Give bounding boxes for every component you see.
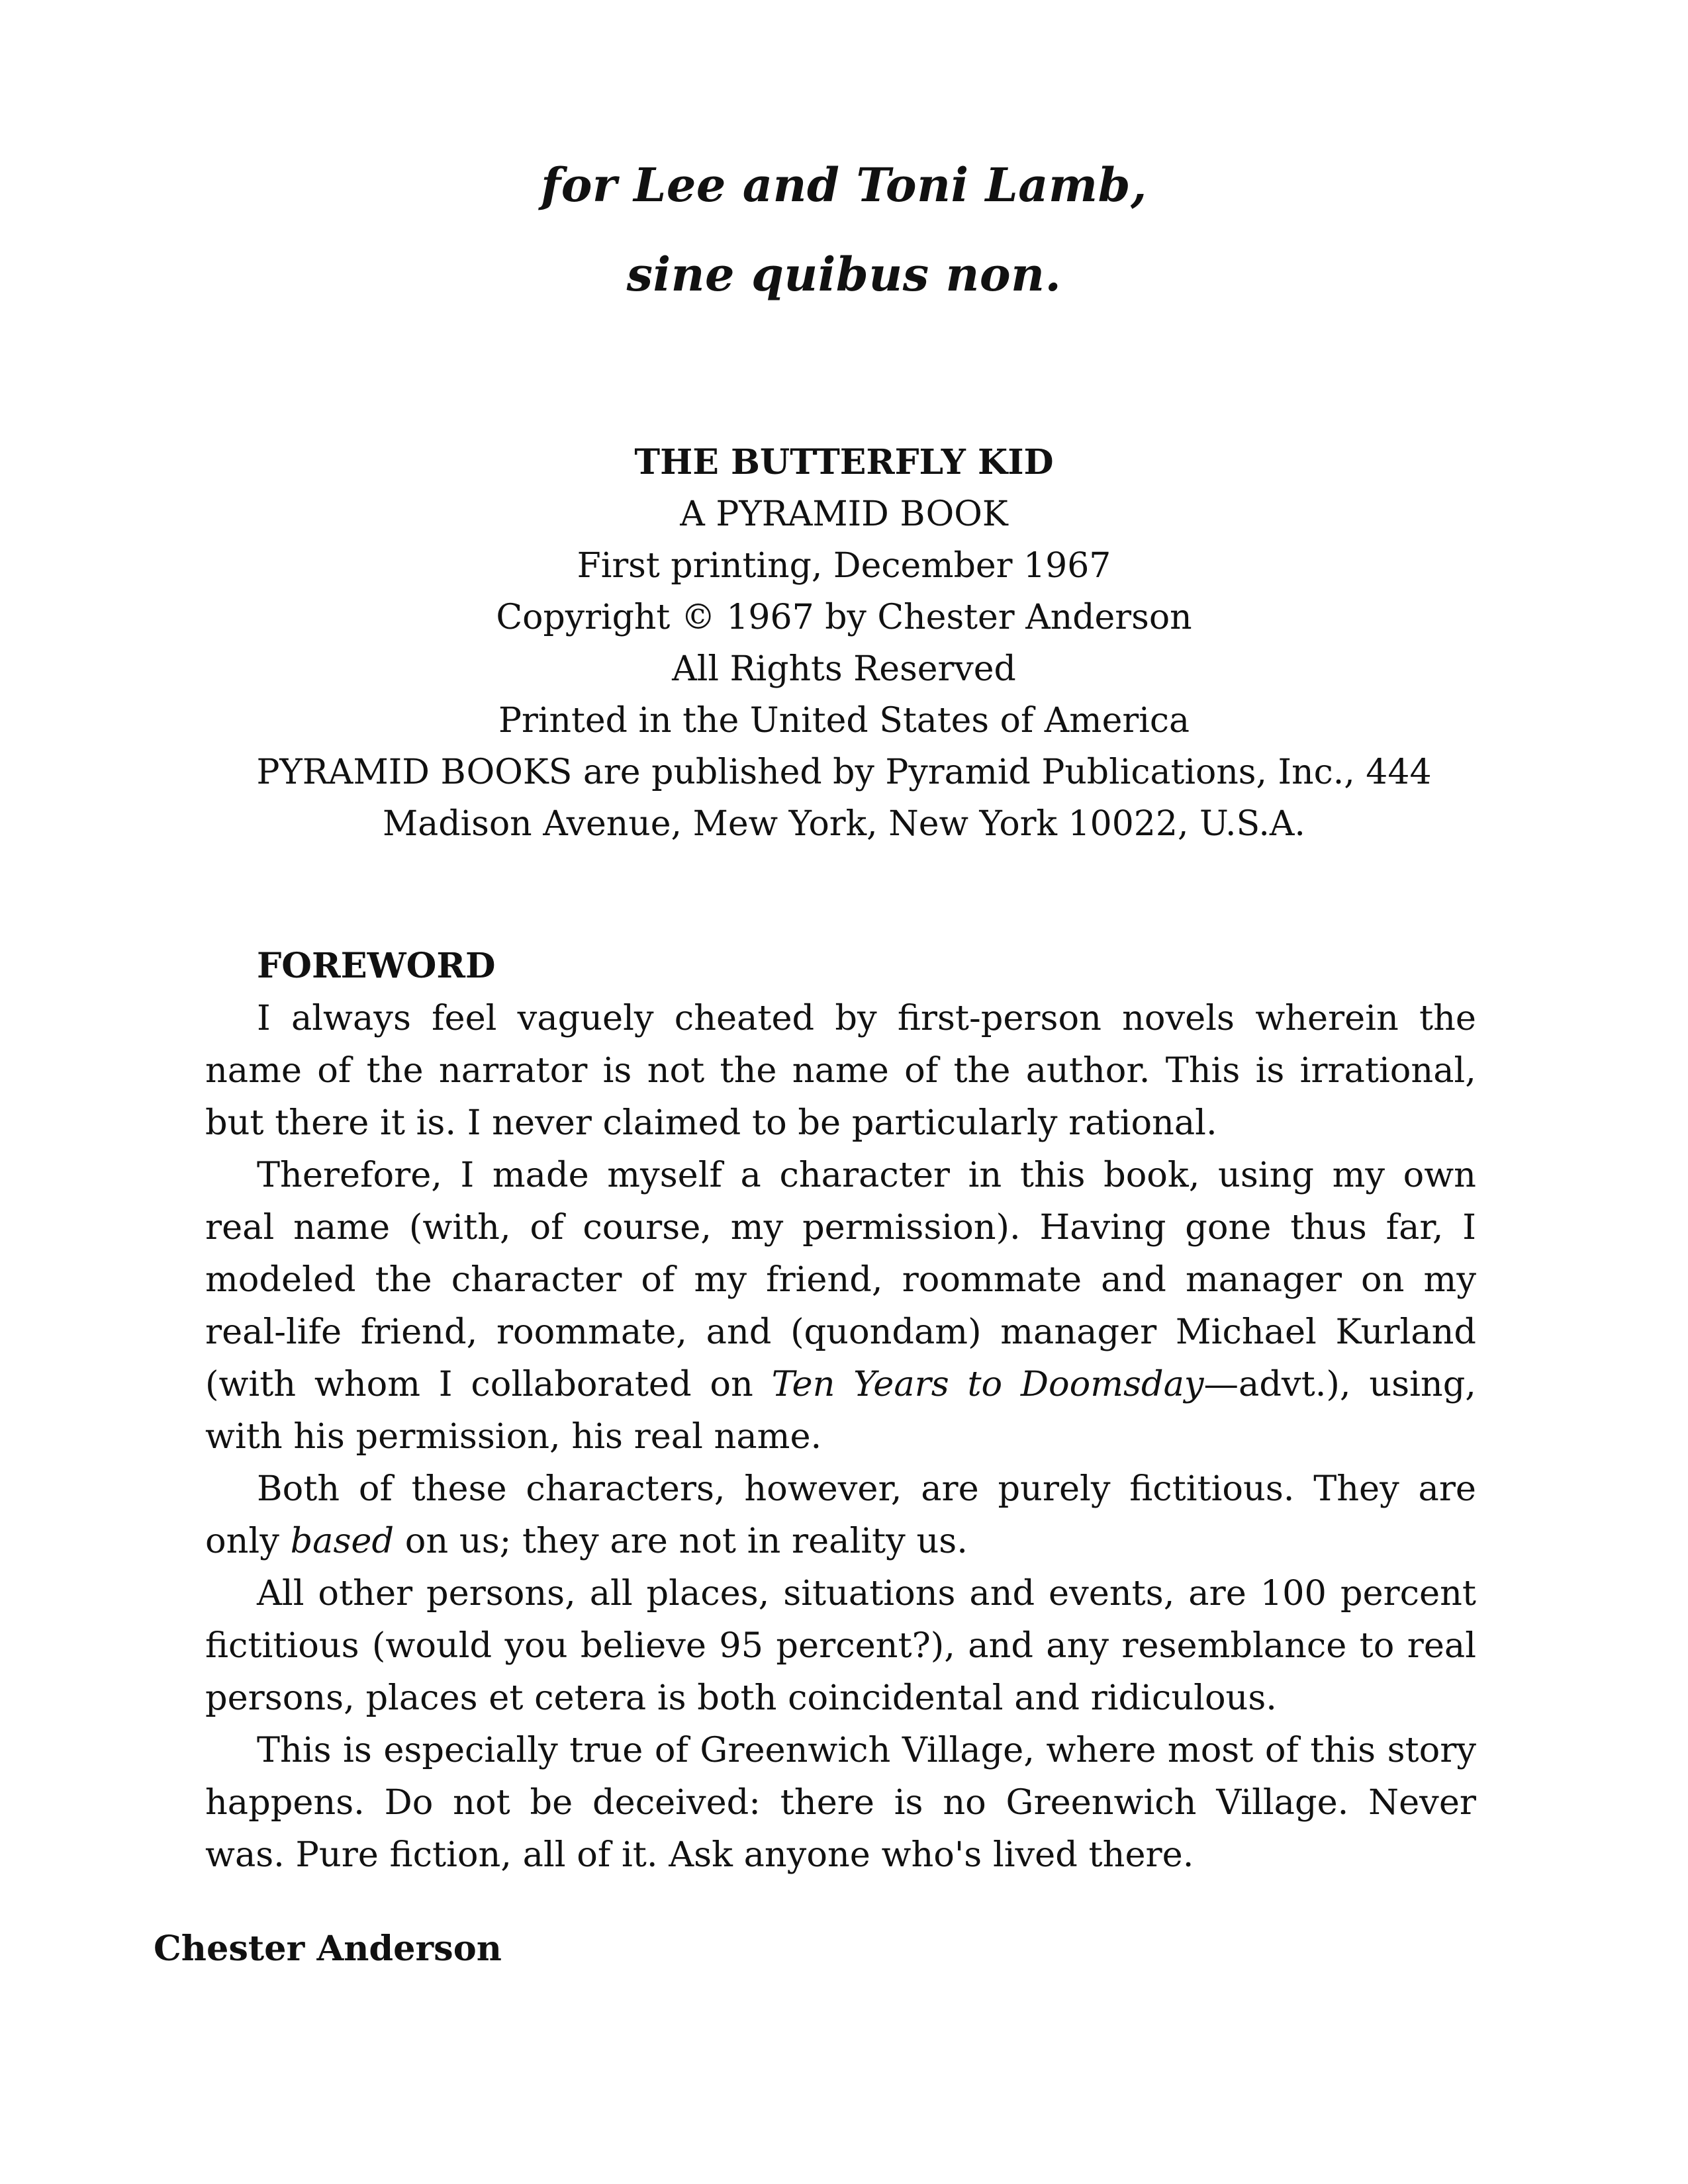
paragraph-2-text-a: Therefore, I made myself a character in this book, using my own real name (with, of course, my permission). Having gone thus far, I modeled the character of my friend, roommate and manager on my real-life friend, roommate, and (quondam) manager Michael Kurland (with whom I collaborated on [205,1155,1476,1404]
copyright-notice: Copyright © 1967 by Chester Anderson [496,598,1192,637]
foreword-paragraph-3 [205,1463,1476,1567]
imprint-block [0,437,1688,850]
publisher-line-1: PYRAMID BOOKS are published by Pyramid Publications, Inc., 444 [256,752,1432,792]
emphasis-word: based [290,1521,395,1561]
author-signature: Chester Anderson [154,1929,502,1969]
paragraph-3-text-b: on us; they are not in reality us. [394,1521,968,1561]
publisher-line-2: Madison Avenue, Mew York, New York 10022, U.S.A. [383,804,1305,844]
printing-info: First printing, December 1967 [577,546,1111,586]
series-name: A PYRAMID BOOK [680,494,1008,534]
dedication-line-1: for Lee and Toni Lamb, [541,158,1147,212]
rights-notice: All Rights Reserved [672,649,1016,689]
foreword-paragraph-2 [205,1149,1476,1463]
foreword-paragraph-5: This is especially true of Greenwich Village, where most of this story happens. Do not be deceived: there is no Greenwich Village. Never was. Pure fiction, all of it. Ask anyone who's lived there. [205,1730,1476,1875]
book-title: THE BUTTERFLY KID [634,442,1054,482]
dedication-line-2: sine quibus non. [626,247,1062,302]
paragraph-2-text-b: —advt.), using, with his permission, his real name. [205,1364,1476,1457]
foreword-section [205,940,1476,1881]
printed-in: Printed in the United States of America [498,701,1190,741]
foreword-heading: FOREWORD [257,946,496,986]
foreword-paragraph-4: All other persons, all places, situations and events, are 100 percent fictitious (would you believe 95 percent?), and any resemblance to real persons, places et cetera is both coincidental and ridiculous. [205,1573,1476,1718]
foreword-paragraph-1: I always feel vaguely cheated by first-person novels wherein the name of the narrator is not the name of the author. This is irrational, but there it is. I never claimed to be particularly rational. [205,998,1476,1143]
book-title-reference: Ten Years to Doomsday [771,1364,1204,1404]
paragraph-3-text-a: Both of these characters, however, are purely fictitious. They are only [205,1469,1476,1561]
